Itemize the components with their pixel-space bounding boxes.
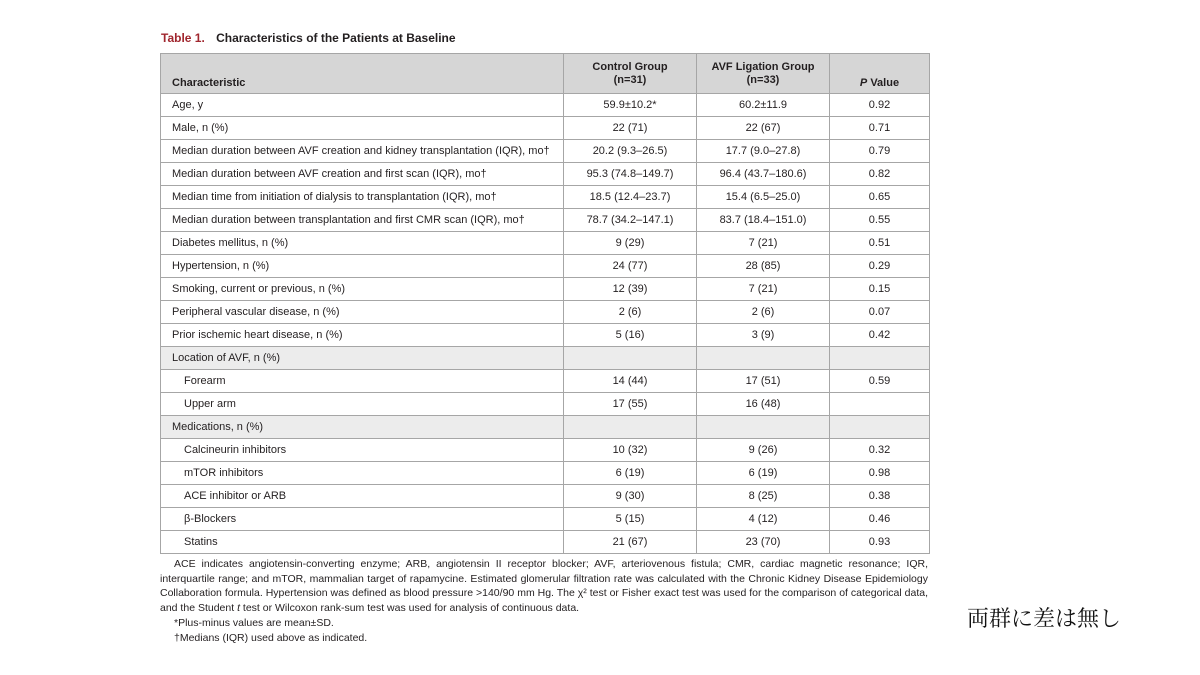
cell-control-group: 6 (19)	[564, 462, 697, 485]
cell-control-group: 12 (39)	[564, 278, 697, 301]
header-characteristic: Characteristic	[161, 54, 564, 94]
cell-control-group: 9 (30)	[564, 485, 697, 508]
cell-control-group	[564, 347, 697, 370]
cell-avf-ligation-group: 28 (85)	[697, 255, 830, 278]
cell-avf-ligation-group: 23 (70)	[697, 531, 830, 554]
cell-control-group: 20.2 (9.3–26.5)	[564, 140, 697, 163]
cell-control-group: 14 (44)	[564, 370, 697, 393]
cell-avf-ligation-group: 16 (48)	[697, 393, 830, 416]
cell-characteristic: Medications, n (%)	[161, 416, 564, 439]
cell-control-group: 17 (55)	[564, 393, 697, 416]
cell-avf-ligation-group: 6 (19)	[697, 462, 830, 485]
cell-avf-ligation-group: 7 (21)	[697, 232, 830, 255]
cell-control-group: 18.5 (12.4–23.7)	[564, 186, 697, 209]
cell-avf-ligation-group	[697, 416, 830, 439]
table-group-row	[161, 347, 930, 370]
table-row	[161, 508, 930, 531]
cell-control-group	[564, 416, 697, 439]
cell-characteristic: Median duration between transplantation and first CMR scan (IQR), mo†	[161, 209, 564, 232]
cell-p-value: 0.51	[830, 232, 930, 255]
cell-p-value: 0.98	[830, 462, 930, 485]
cell-control-group: 5 (15)	[564, 508, 697, 531]
header-avf-group	[697, 54, 830, 94]
cell-p-value: 0.55	[830, 209, 930, 232]
cell-characteristic: Median time from initiation of dialysis to transplantation (IQR), mo†	[161, 186, 564, 209]
header-control-group	[564, 54, 697, 94]
cell-p-value: 0.59	[830, 370, 930, 393]
header-control-n: (n=31)	[613, 73, 647, 86]
cell-characteristic: Smoking, current or previous, n (%)	[161, 278, 564, 301]
cell-characteristic: Peripheral vascular disease, n (%)	[161, 301, 564, 324]
cell-p-value: 0.93	[830, 531, 930, 554]
cell-avf-ligation-group: 60.2±11.9	[697, 94, 830, 117]
table-header-row	[161, 54, 930, 94]
table-title: Characteristics of the Patients at Baseline	[216, 31, 456, 45]
table-notes	[160, 557, 928, 645]
header-avf-name: AVF Ligation Group	[711, 60, 815, 73]
header-p-italic: P	[859, 77, 868, 89]
cell-characteristic: β-Blockers	[161, 508, 564, 531]
cell-avf-ligation-group: 15.4 (6.5–25.0)	[697, 186, 830, 209]
footnote-medians: †Medians (IQR) used above as indicated.	[174, 631, 368, 644]
baseline-table-container	[160, 53, 929, 554]
cell-p-value: 0.65	[830, 186, 930, 209]
table-row	[161, 232, 930, 255]
cell-p-value: 0.46	[830, 508, 930, 531]
cell-characteristic: Hypertension, n (%)	[161, 255, 564, 278]
table-number: Table 1.	[161, 31, 205, 45]
cell-avf-ligation-group: 7 (21)	[697, 278, 830, 301]
cell-p-value: 0.79	[830, 140, 930, 163]
cell-control-group: 22 (71)	[564, 117, 697, 140]
cell-characteristic: Age, y	[161, 94, 564, 117]
cell-control-group: 5 (16)	[564, 324, 697, 347]
header-avf-n: (n=33)	[746, 73, 780, 86]
cell-p-value: 0.42	[830, 324, 930, 347]
cell-characteristic: Prior ischemic heart disease, n (%)	[161, 324, 564, 347]
cell-avf-ligation-group: 4 (12)	[697, 508, 830, 531]
cell-p-value: 0.38	[830, 485, 930, 508]
abbreviations-t-italic: t	[237, 602, 240, 615]
table-row	[161, 163, 930, 186]
table-row	[161, 393, 930, 416]
cell-control-group: 10 (32)	[564, 439, 697, 462]
cell-control-group: 21 (67)	[564, 531, 697, 554]
table-row	[161, 278, 930, 301]
cell-avf-ligation-group: 22 (67)	[697, 117, 830, 140]
cell-characteristic: Median duration between AVF creation and first scan (IQR), mo†	[161, 163, 564, 186]
cell-p-value	[830, 347, 930, 370]
cell-avf-ligation-group: 17 (51)	[697, 370, 830, 393]
table-row	[161, 531, 930, 554]
footnote-plus-minus: *Plus-minus values are mean±SD.	[174, 616, 334, 629]
abbreviations-text-2: test or Wilcoxon rank-sum test was used for analysis of continuous data.	[240, 602, 580, 615]
header-p-value	[830, 54, 930, 94]
cell-p-value: 0.82	[830, 163, 930, 186]
cell-p-value: 0.71	[830, 117, 930, 140]
cell-avf-ligation-group: 9 (26)	[697, 439, 830, 462]
cell-characteristic: Forearm	[161, 370, 564, 393]
table-row	[161, 370, 930, 393]
cell-characteristic: Location of AVF, n (%)	[161, 347, 564, 370]
abbreviations-text-1: ACE indicates angiotensin-converting enzyme; ARB, angiotensin II receptor blocker; AVF, arteriovenous fistula; CMR, cardiac magnetic resonance; IQR, interquartile range; and mTOR, mammalian target of rapamycine. Estimated glomerular filtration rate was calculated with the Chronic Kidney Disease Epidemiology Collaboration formula. Hypertension was defined as blood pressure >140/90 mm Hg. The χ² test or Fisher exact test was used for the comparison of categorical data, and the Student	[160, 558, 928, 615]
cell-avf-ligation-group	[697, 347, 830, 370]
cell-characteristic: Statins	[161, 531, 564, 554]
table-row	[161, 439, 930, 462]
abbreviations-note	[160, 557, 928, 616]
table-row	[161, 324, 930, 347]
table-row	[161, 255, 930, 278]
cell-p-value: 0.92	[830, 94, 930, 117]
cell-characteristic: Male, n (%)	[161, 117, 564, 140]
side-annotation: 両群に差は無し	[967, 607, 1122, 632]
cell-characteristic: Diabetes mellitus, n (%)	[161, 232, 564, 255]
cell-control-group: 78.7 (34.2–147.1)	[564, 209, 697, 232]
cell-p-value	[830, 416, 930, 439]
table-row	[161, 186, 930, 209]
cell-avf-ligation-group: 96.4 (43.7–180.6)	[697, 163, 830, 186]
cell-control-group: 95.3 (74.8–149.7)	[564, 163, 697, 186]
cell-control-group: 59.9±10.2*	[564, 94, 697, 117]
cell-characteristic: Upper arm	[161, 393, 564, 416]
cell-characteristic: ACE inhibitor or ARB	[161, 485, 564, 508]
table-row	[161, 462, 930, 485]
cell-p-value	[830, 393, 930, 416]
cell-p-value: 0.29	[830, 255, 930, 278]
cell-avf-ligation-group: 83.7 (18.4–151.0)	[697, 209, 830, 232]
cell-characteristic: mTOR inhibitors	[161, 462, 564, 485]
cell-control-group: 9 (29)	[564, 232, 697, 255]
header-p-rest: Value	[867, 77, 900, 89]
cell-avf-ligation-group: 8 (25)	[697, 485, 830, 508]
cell-p-value: 0.07	[830, 301, 930, 324]
table-group-row	[161, 416, 930, 439]
table-body	[161, 94, 930, 554]
cell-control-group: 2 (6)	[564, 301, 697, 324]
cell-avf-ligation-group: 3 (9)	[697, 324, 830, 347]
baseline-characteristics-table	[160, 53, 930, 554]
cell-characteristic: Median duration between AVF creation and kidney transplantation (IQR), mo†	[161, 140, 564, 163]
table-row	[161, 485, 930, 508]
cell-characteristic: Calcineurin inhibitors	[161, 439, 564, 462]
table-caption	[161, 31, 456, 45]
cell-avf-ligation-group: 2 (6)	[697, 301, 830, 324]
cell-p-value: 0.15	[830, 278, 930, 301]
table-row	[161, 301, 930, 324]
table-row	[161, 140, 930, 163]
cell-avf-ligation-group: 17.7 (9.0–27.8)	[697, 140, 830, 163]
cell-control-group: 24 (77)	[564, 255, 697, 278]
header-control-name: Control Group	[592, 60, 668, 73]
table-row	[161, 209, 930, 232]
table-row	[161, 94, 930, 117]
table-row	[161, 117, 930, 140]
cell-p-value: 0.32	[830, 439, 930, 462]
